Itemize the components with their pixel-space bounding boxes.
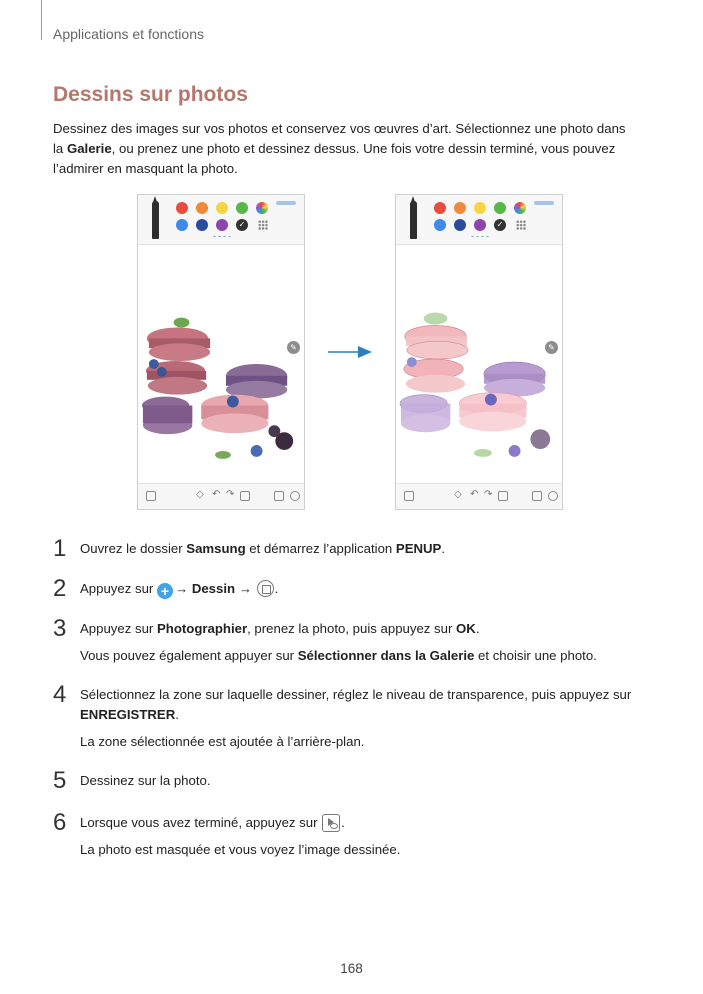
side-rule — [41, 0, 42, 40]
color-swatch-blue — [176, 219, 188, 231]
color-wheel-icon — [514, 202, 526, 214]
check-icon: ✓ — [494, 219, 506, 231]
macaron-photo — [138, 246, 304, 484]
color-swatch-green — [236, 202, 248, 214]
step-text-part: . — [175, 707, 179, 722]
redo-icon: ↷ — [484, 489, 493, 500]
grid-icon — [258, 220, 268, 230]
pen-icon — [152, 201, 159, 239]
step-text-part: . — [441, 541, 446, 556]
undo-icon: ↶ — [470, 489, 479, 500]
step-text — [80, 619, 479, 639]
step-text-part: . — [341, 815, 345, 830]
color-swatch-red — [176, 202, 188, 214]
handle-pill — [534, 201, 554, 205]
intro-line-1: Dessinez des images sur vos photos et conservez vos œuvres d’art. Sélectionnez une photo dans — [53, 121, 626, 136]
handle-pill — [276, 201, 296, 205]
step-text-part: Appuyez sur — [80, 621, 157, 636]
settings-icon — [290, 491, 300, 501]
page-number: 168 — [340, 961, 363, 976]
color-swatch-green — [494, 202, 506, 214]
bottom-toolbar — [138, 483, 304, 509]
dessin-term: → Dessin → — [174, 581, 252, 596]
color-swatch-navy — [196, 219, 208, 231]
photographier-term: Photographier — [156, 621, 248, 636]
step-text-part: et démarrez l’application — [245, 541, 396, 556]
drawing-icon — [257, 580, 274, 597]
step-number: 4 — [53, 681, 67, 708]
gallery-icon — [146, 491, 156, 501]
section-header: Applications et fonctions — [53, 26, 204, 42]
color-swatch-blue — [434, 219, 446, 231]
step-text-part: . — [274, 581, 279, 596]
color-swatch-purple — [474, 219, 486, 231]
image-icon — [498, 491, 508, 501]
intro-paragraph — [53, 119, 653, 179]
color-swatch-orange — [454, 202, 466, 214]
pencil-icon: ✎ — [287, 341, 300, 354]
page-dots — [212, 235, 232, 238]
galerie-term: Galerie — [66, 141, 112, 156]
pencil-icon: ✎ — [545, 341, 558, 354]
step-number: 2 — [53, 575, 67, 602]
color-swatch-yellow — [216, 202, 228, 214]
step-number: 6 — [53, 809, 67, 836]
step-number: 3 — [53, 615, 67, 642]
grid-icon — [516, 220, 526, 230]
intro-line-2a: la — [53, 141, 67, 156]
step-text — [80, 539, 445, 559]
undo-icon: ↶ — [212, 489, 221, 500]
folder-icon — [532, 491, 542, 501]
step-text — [80, 579, 278, 599]
drawing-toolbar — [396, 195, 562, 245]
eraser-icon: ◇ — [196, 489, 204, 500]
image-icon — [240, 491, 250, 501]
page-dots — [470, 235, 490, 238]
step-note: La zone sélectionnée est ajoutée à l’arrière-plan. — [80, 734, 365, 749]
screenshot-after — [395, 194, 563, 510]
enregistrer-term: ENREGISTRER — [80, 707, 176, 722]
step-number: 5 — [53, 767, 67, 794]
galerie-select-term: Sélectionner dans la Galerie — [297, 648, 475, 663]
redo-icon: ↷ — [226, 489, 235, 500]
color-swatch-purple — [216, 219, 228, 231]
gallery-icon — [404, 491, 414, 501]
check-icon: ✓ — [236, 219, 248, 231]
step-note-part: Vous pouvez également appuyer sur — [80, 648, 298, 663]
step-text — [80, 813, 345, 833]
bottom-toolbar — [396, 483, 562, 509]
step-text-part: Appuyez sur — [80, 581, 157, 596]
penup-term: PENUP — [395, 541, 442, 556]
intro-line-3: l’admirer en masquant la photo. — [53, 161, 238, 176]
color-swatch-navy — [454, 219, 466, 231]
color-swatch-orange — [196, 202, 208, 214]
step-number: 1 — [53, 535, 67, 562]
color-swatch-yellow — [474, 202, 486, 214]
color-swatch-red — [434, 202, 446, 214]
hide-photo-icon — [322, 814, 340, 832]
step-text-part: Lorsque vous avez terminé, appuyez sur — [80, 815, 322, 830]
right-arrow-icon — [328, 344, 372, 360]
color-wheel-icon — [256, 202, 268, 214]
intro-line-2c: , ou prenez une photo et dessinez dessus. Une fois votre dessin terminé, vous pouvez — [111, 141, 616, 156]
pen-icon — [410, 201, 417, 239]
step-note: La photo est masquée et vous voyez l’image dessinée. — [80, 842, 401, 857]
step-note-part: et choisir une photo. — [474, 648, 597, 663]
step-text: Dessinez sur la photo. — [80, 773, 211, 788]
step-text-part: , prenez la photo, puis appuyez sur — [247, 621, 457, 636]
step-note — [80, 646, 597, 666]
step-text-cont — [80, 705, 179, 725]
step-text-part: . — [475, 621, 480, 636]
step-text-part: Ouvrez le dossier — [80, 541, 187, 556]
eraser-icon: ◇ — [454, 489, 462, 500]
samsung-term: Samsung — [186, 541, 246, 556]
screenshot-before — [137, 194, 305, 510]
watercolor-drawing — [396, 246, 562, 484]
plus-icon: + — [157, 583, 173, 599]
step-text — [80, 685, 631, 705]
step-text-part: Sélectionnez la zone sur laquelle dessiner, réglez le niveau de transparence, puis appuyez sur — [80, 687, 632, 702]
page-title: Dessins sur photos — [53, 83, 248, 106]
settings-icon — [548, 491, 558, 501]
drawing-toolbar — [138, 195, 304, 245]
ok-term: OK — [456, 621, 476, 636]
folder-icon — [274, 491, 284, 501]
